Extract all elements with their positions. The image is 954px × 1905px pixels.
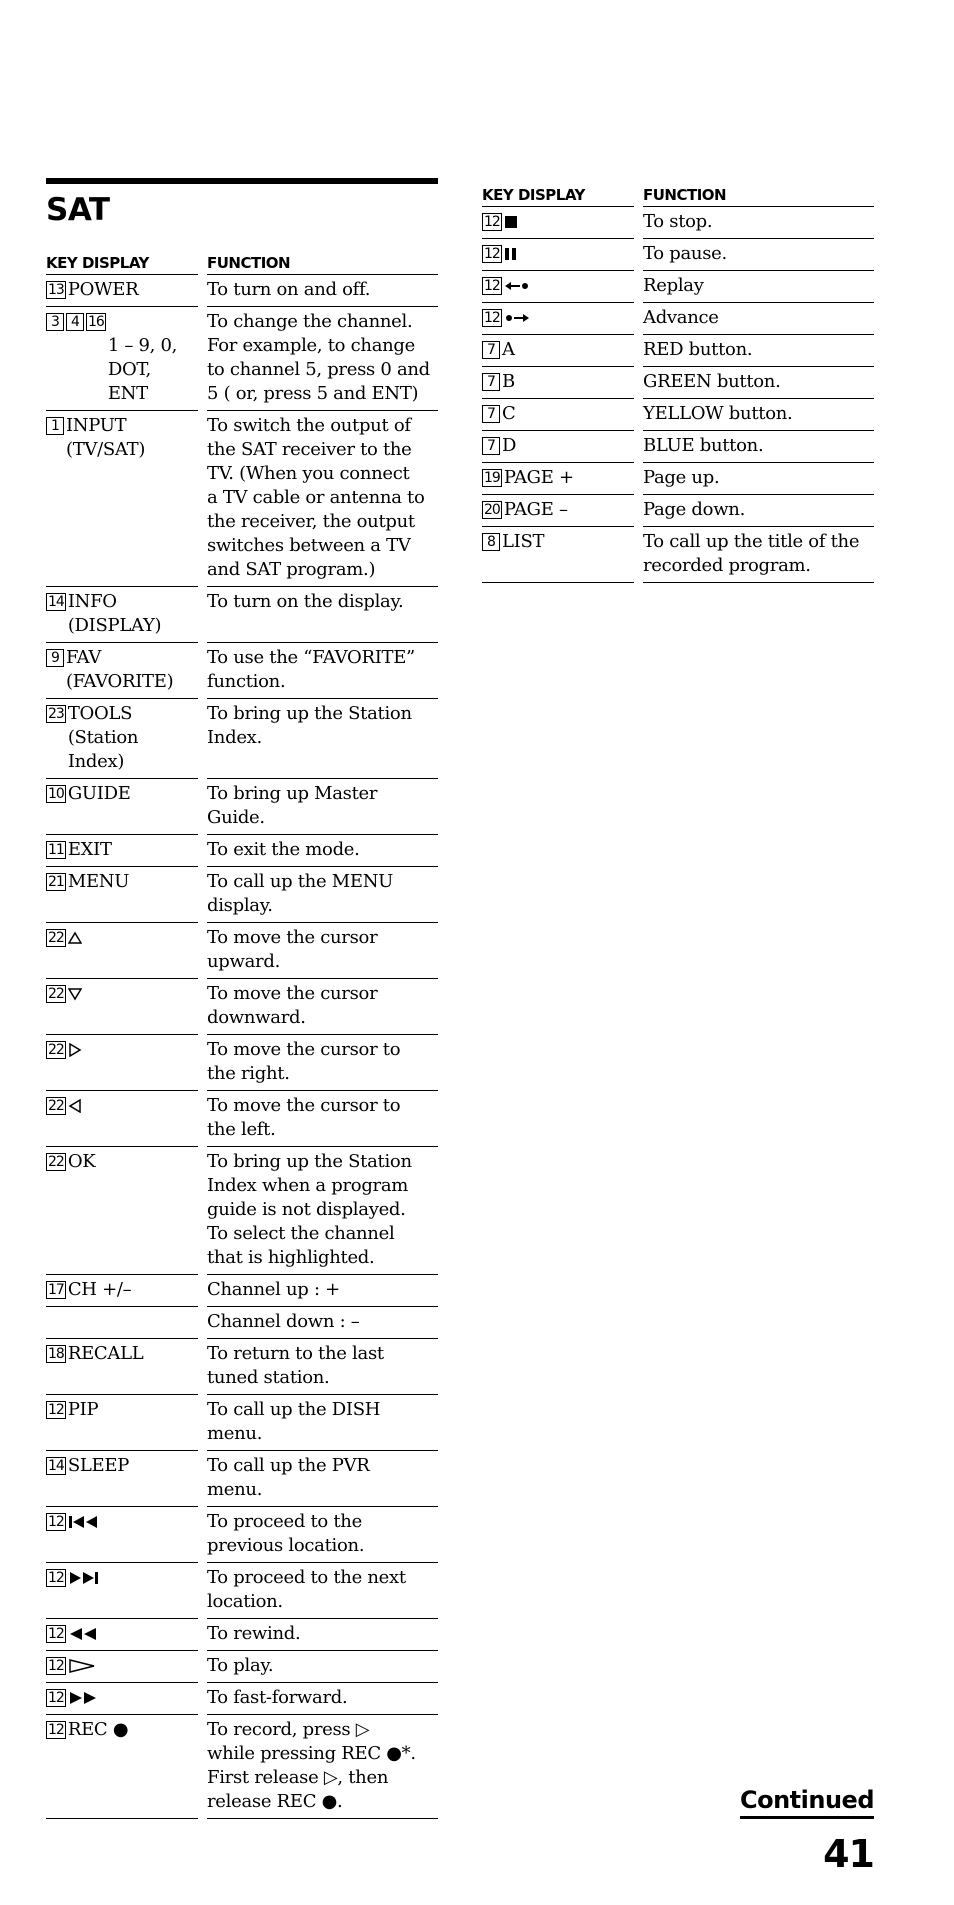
button-number-badge: 21 [48, 874, 64, 890]
key-label: B [502, 371, 515, 392]
table-row [46, 1651, 438, 1683]
button-number-badge: 17 [48, 1282, 64, 1298]
up-triangle-icon [68, 928, 82, 948]
key-display-cell [46, 1147, 198, 1275]
key-display-cell [46, 411, 198, 587]
table-row [46, 1395, 438, 1451]
key-display-cell [46, 1091, 198, 1147]
key-label: 1 – 9, 0, DOT, ENT [107, 335, 178, 404]
button-number-badge: 20 [484, 502, 500, 518]
key-display-cell [482, 527, 634, 583]
key-display-cell [482, 271, 634, 303]
table-row [482, 271, 874, 303]
key-display-cell [46, 307, 198, 411]
table-row [46, 923, 438, 979]
table-row [46, 1307, 438, 1339]
table-row [482, 527, 874, 583]
button-number-badge: 4 [66, 313, 84, 331]
button-number-badge: 13 [48, 282, 64, 298]
function-description: YELLOW button. [643, 399, 874, 431]
function-description: To stop. [643, 207, 874, 239]
function-description: To exit the mode. [207, 835, 438, 867]
function-description: To fast-forward. [207, 1683, 438, 1715]
function-description: To call up the MENU display. [207, 867, 438, 923]
table-row [46, 275, 438, 307]
button-number-badge: 12 [484, 246, 500, 262]
table-row [46, 1035, 438, 1091]
key-display-header: KEY DISPLAY [482, 178, 634, 207]
key-display-cell [46, 979, 198, 1035]
key-display-cell [46, 275, 198, 307]
table-row [46, 1715, 438, 1819]
table-row [482, 303, 874, 335]
key-display-cell [482, 463, 634, 495]
table-row [46, 411, 438, 587]
button-number-badge: 8 [482, 533, 500, 551]
key-display-cell [46, 1035, 198, 1091]
key-display-cell [46, 1683, 198, 1715]
function-description: To bring up the Station Index. [207, 699, 438, 779]
function-description: To move the cursor upward. [207, 923, 438, 979]
function-description: Page down. [643, 495, 874, 527]
table-row [482, 495, 874, 527]
button-number-badge: 12 [48, 1690, 64, 1706]
button-number-badge: 12 [48, 1570, 64, 1586]
key-display-cell [482, 399, 634, 431]
function-description: BLUE button. [643, 431, 874, 463]
table-row [46, 587, 438, 643]
advance-icon [504, 308, 530, 328]
function-description: To turn on and off. [207, 275, 438, 307]
function-description: Channel up : + [207, 1275, 438, 1307]
function-description: To move the cursor to the right. [207, 1035, 438, 1091]
section-title: SAT [46, 178, 438, 246]
button-number-badge: 12 [484, 310, 500, 326]
table-row [482, 431, 874, 463]
table-row [46, 779, 438, 835]
key-display-cell [46, 643, 198, 699]
key-label: MENU [67, 871, 130, 892]
button-number-badge: 7 [482, 373, 500, 391]
table-row [46, 1147, 438, 1275]
key-display-cell [482, 303, 634, 335]
function-description: To bring up Master Guide. [207, 779, 438, 835]
table-row [46, 979, 438, 1035]
function-description: To bring up the Station Index when a program guide is not displayed. To select the channel that is highlighted. [207, 1147, 438, 1275]
button-number-badge: 19 [484, 470, 500, 486]
table-row [46, 1619, 438, 1651]
fast-forward-icon [68, 1688, 98, 1708]
key-label: REC ● [67, 1719, 129, 1740]
key-label: D [502, 435, 517, 456]
key-display-cell [482, 431, 634, 463]
table-row [482, 399, 874, 431]
right-column [482, 178, 874, 583]
key-display-cell [482, 495, 634, 527]
function-description: To proceed to the next location. [207, 1563, 438, 1619]
function-description: To pause. [643, 239, 874, 271]
function-header: FUNCTION [643, 178, 874, 207]
key-display-cell [482, 207, 634, 239]
key-display-cell [482, 335, 634, 367]
key-display-cell [46, 699, 198, 779]
button-number-badge: 14 [48, 1458, 64, 1474]
button-number-badge: 16 [88, 314, 104, 330]
key-display-cell [482, 239, 634, 271]
function-description: To call up the DISH menu. [207, 1395, 438, 1451]
button-number-badge: 7 [482, 437, 500, 455]
key-display-cell [46, 1619, 198, 1651]
button-number-badge: 18 [48, 1346, 64, 1362]
table-row [482, 239, 874, 271]
key-display-cell [46, 867, 198, 923]
key-label: RECALL [67, 1343, 144, 1364]
table-header [482, 178, 874, 207]
continued-label: Continued [740, 1786, 874, 1819]
table-row [46, 307, 438, 411]
table-row [482, 335, 874, 367]
function-description: To call up the title of the recorded program. [643, 527, 874, 583]
key-label: C [502, 403, 516, 424]
function-description: Channel down : – [207, 1307, 438, 1339]
button-number-badge: 12 [48, 1658, 64, 1674]
function-description: To proceed to the previous location. [207, 1507, 438, 1563]
key-display-header: KEY DISPLAY [46, 246, 198, 275]
button-number-badge: 7 [482, 341, 500, 359]
page-number: 41 [823, 1832, 874, 1876]
table-header [46, 246, 438, 275]
key-label: FAV (FAVORITE) [66, 647, 174, 692]
right-key-table [482, 178, 874, 583]
function-description: Replay [643, 271, 874, 303]
function-header: FUNCTION [207, 246, 438, 275]
skip-forward-icon [68, 1568, 100, 1588]
function-description: To play. [207, 1651, 438, 1683]
left-column [46, 178, 438, 1819]
function-description: To change the channel. For example, to change to channel 5, press 0 and 5 ( or, press 5 and ENT) [207, 307, 438, 411]
table-row [46, 1563, 438, 1619]
button-number-badge: 12 [48, 1626, 64, 1642]
left-triangle-icon [68, 1096, 82, 1116]
function-description: To rewind. [207, 1619, 438, 1651]
table-row [46, 1451, 438, 1507]
table-row [46, 1339, 438, 1395]
table-row [46, 835, 438, 867]
key-label: GUIDE [67, 783, 131, 804]
key-label: PIP [67, 1399, 99, 1420]
function-description: To use the “FAVORITE” function. [207, 643, 438, 699]
key-display-cell [46, 923, 198, 979]
button-number-badge: 14 [48, 594, 64, 610]
key-label: OK [67, 1151, 96, 1172]
function-description: Page up. [643, 463, 874, 495]
key-label: POWER [67, 279, 139, 300]
key-label: LIST [502, 531, 545, 552]
key-label: INFO (DISPLAY) [67, 591, 162, 636]
function-description: To move the cursor to the left. [207, 1091, 438, 1147]
key-display-cell [46, 587, 198, 643]
key-display-cell [46, 779, 198, 835]
button-number-badge: 7 [482, 405, 500, 423]
table-row [482, 367, 874, 399]
play-icon [68, 1656, 96, 1676]
button-number-badge: 22 [48, 1042, 64, 1058]
function-description: RED button. [643, 335, 874, 367]
key-display-cell [46, 1275, 198, 1307]
key-display-cell [46, 1451, 198, 1507]
left-key-table [46, 246, 438, 1819]
function-description: To return to the last tuned station. [207, 1339, 438, 1395]
button-number-badge: 9 [46, 649, 64, 667]
table-row [482, 207, 874, 239]
key-display-cell [46, 835, 198, 867]
right-table-body [482, 207, 874, 583]
table-row [46, 867, 438, 923]
button-number-badge: 11 [48, 842, 64, 858]
function-description: Advance [643, 303, 874, 335]
key-display-cell [46, 1563, 198, 1619]
table-row [46, 1275, 438, 1307]
function-description: To record, press ▷ while pressing REC ●*. First release ▷, then release REC ●. [207, 1715, 438, 1819]
pause-icon [504, 244, 518, 264]
key-display-cell [46, 1395, 198, 1451]
key-label: A [502, 339, 515, 360]
function-description: To call up the PVR menu. [207, 1451, 438, 1507]
key-label: INPUT (TV/SAT) [66, 415, 146, 460]
button-number-badge: 12 [484, 214, 500, 230]
button-number-badge: 22 [48, 930, 64, 946]
key-display-cell [46, 1339, 198, 1395]
function-description: GREEN button. [643, 367, 874, 399]
button-number-badge: 3 [46, 313, 64, 331]
button-number-badge: 10 [48, 786, 64, 802]
table-row [46, 643, 438, 699]
table-row [46, 699, 438, 779]
button-number-badge: 12 [48, 1514, 64, 1530]
key-display-cell [46, 1507, 198, 1563]
key-label: CH +/– [67, 1279, 132, 1300]
button-number-badge: 12 [48, 1402, 64, 1418]
skip-back-icon [68, 1512, 100, 1532]
right-triangle-icon [68, 1040, 82, 1060]
button-number-badge: 22 [48, 986, 64, 1002]
replay-icon [504, 276, 530, 296]
down-triangle-icon [68, 984, 82, 1004]
key-label: SLEEP [67, 1455, 130, 1476]
function-description: To switch the output of the SAT receiver to the TV. (When you connect a TV cable or antenna to the receiver, the output switches between a TV and SAT program.) [207, 411, 438, 587]
key-display-cell [482, 367, 634, 399]
key-label: PAGE – [503, 499, 568, 520]
function-description: To move the cursor downward. [207, 979, 438, 1035]
left-table-body [46, 275, 438, 1819]
button-number-badge: 22 [48, 1098, 64, 1114]
key-label: TOOLS (Station Index) [67, 703, 139, 772]
button-number-badge: 12 [484, 278, 500, 294]
table-row [46, 1507, 438, 1563]
key-label: PAGE + [503, 467, 574, 488]
key-display-cell [46, 1307, 198, 1339]
stop-icon [504, 212, 518, 232]
button-number-badge: 23 [48, 706, 64, 722]
function-description: To turn on the display. [207, 587, 438, 643]
button-number-badge: 22 [48, 1154, 64, 1170]
key-display-cell [46, 1651, 198, 1683]
table-row [46, 1683, 438, 1715]
table-row [46, 1091, 438, 1147]
key-display-cell [46, 1715, 198, 1819]
button-number-badge: 12 [48, 1722, 64, 1738]
button-number-badge: 1 [46, 417, 64, 435]
table-row [482, 463, 874, 495]
key-label: EXIT [67, 839, 112, 860]
rewind-icon [68, 1624, 98, 1644]
